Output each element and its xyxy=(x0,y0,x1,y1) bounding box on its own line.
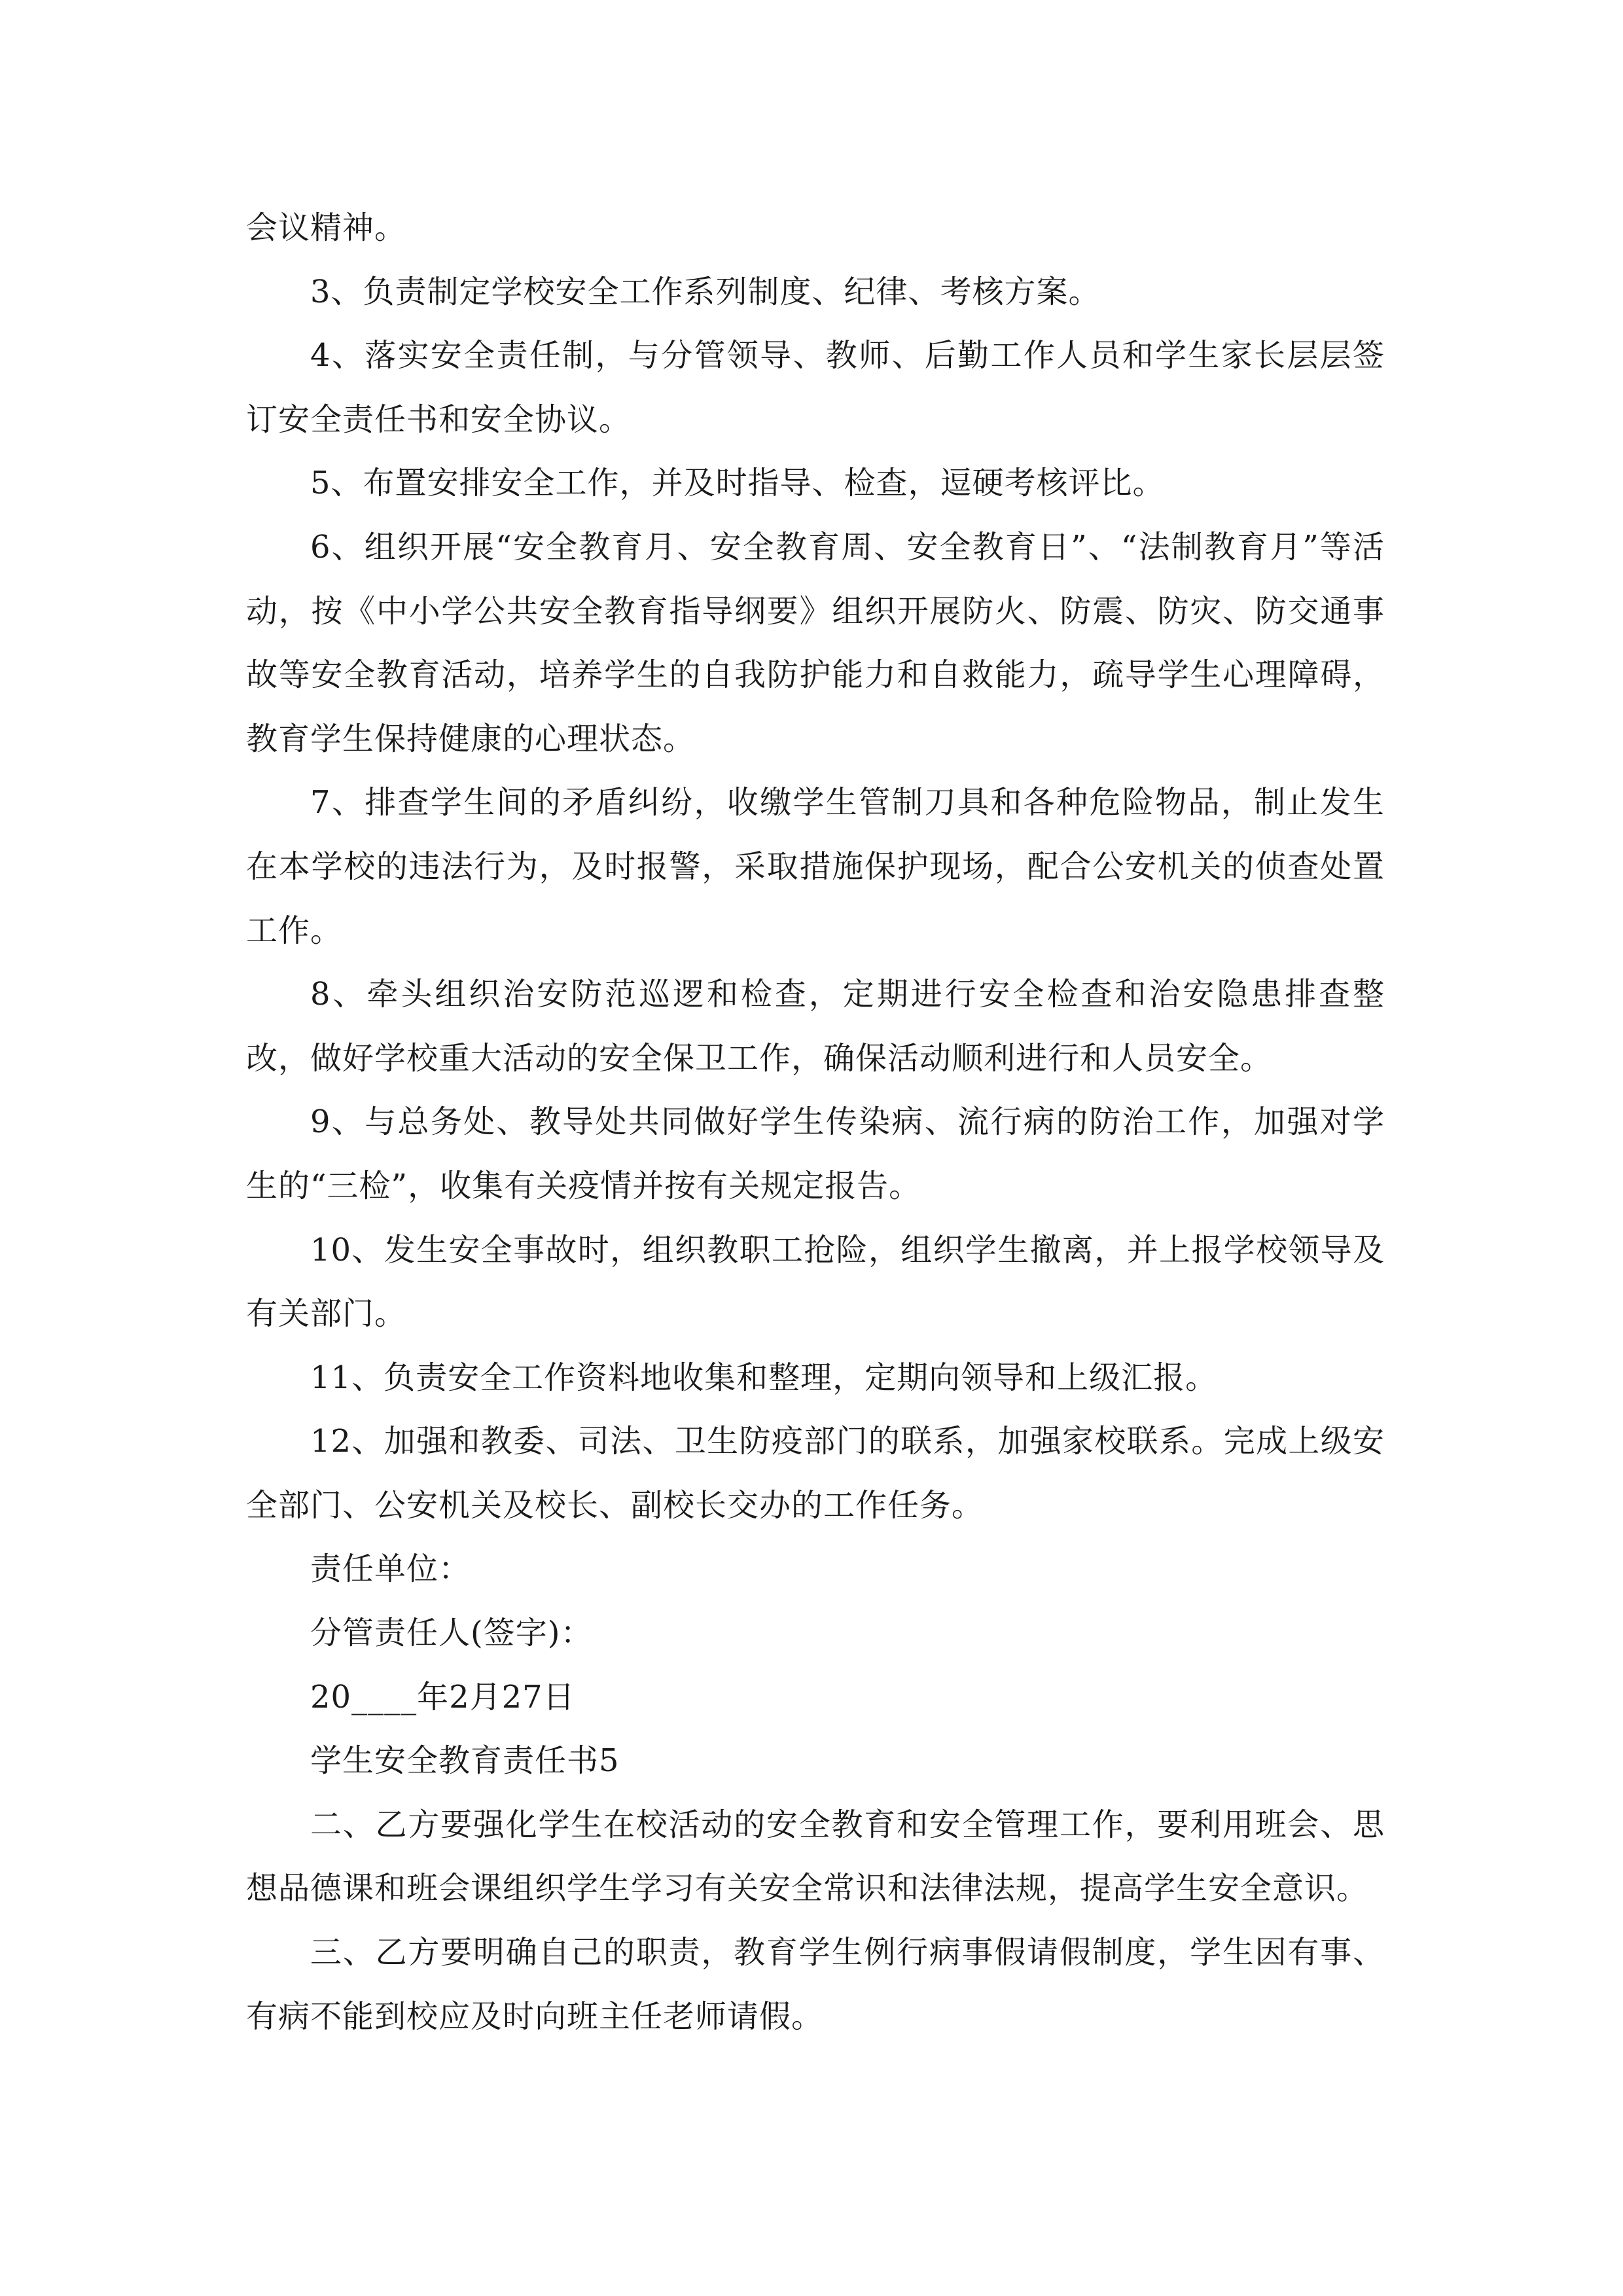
paragraph-section-3: 三、乙方要明确自己的职责，教育学生例行病事假请假制度，学生因有事、有病不能到校应及时向班主任老师请假。 xyxy=(246,1934,1385,2035)
paragraph-item-6: 6、组织开展“安全教育月、安全教育周、安全教育日”、“法制教育月”等活动，按《中小学公共安全教育指导纲要》组织开展防火、防震、防灾、防交通事故等安全教育活动，培养学生的自我防护能力和自救能力，疏导学生心理障碍，教育学生保持健康的心理状态。 xyxy=(246,528,1385,757)
paragraph-item-5: 5、布置安排安全工作，并及时指导、检查，逗硬考核评比。 xyxy=(310,465,1165,502)
paragraph-item-10: 10、发生安全事故时，组织教职工抢险，组织学生撤离，并上报学校领导及有关部门。 xyxy=(246,1231,1385,1333)
section-title: 学生安全教育责任书5 xyxy=(310,1742,620,1780)
date-line: 20____年2月27日 xyxy=(310,1678,575,1715)
paragraph-item-3: 3、负责制定学校安全工作系列制度、纪律、考核方案。 xyxy=(310,273,1101,310)
responsible-unit-line: 责任单位： xyxy=(310,1551,471,1588)
paragraph-continuation: 会议精神。 xyxy=(246,209,407,246)
paragraph-item-4: 4、落实安全责任制，与分管领导、教师、后勤工作人员和学生家长层层签订安全责任书和安全协议。 xyxy=(246,337,1385,438)
paragraph-item-8: 8、牵头组织治安防范巡逻和检查，定期进行安全检查和治安隐患排查整改，做好学校重大活动的安全保卫工作，确保活动顺利进行和人员安全。 xyxy=(246,976,1385,1077)
paragraph-item-9: 9、与总务处、教导处共同做好学生传染病、流行病的防治工作，加强对学生的“三检”，收集有关疫情并按有关规定报告。 xyxy=(246,1103,1385,1204)
paragraph-item-7: 7、排查学生间的矛盾纠纷，收缴学生管制刀具和各种危险物品，制止发生在本学校的违法行为，及时报警，采取措施保护现场，配合公安机关的侦查处置工作。 xyxy=(246,784,1385,949)
paragraph-item-12: 12、加强和教委、司法、卫生防疫部门的联系，加强家校联系。完成上级安全部门、公安机关及校长、副校长交办的工作任务。 xyxy=(246,1423,1385,1524)
signature-line: 分管责任人(签字)： xyxy=(310,1615,593,1652)
paragraph-item-11: 11、负责安全工作资料地收集和整理，定期向领导和上级汇报。 xyxy=(310,1359,1218,1396)
document-body xyxy=(246,196,1385,2049)
paragraph-section-2: 二、乙方要强化学生在校活动的安全教育和安全管理工作，要利用班会、思想品德课和班会课组织学生学习有关安全常识和法律法规，提高学生安全意识。 xyxy=(246,1806,1385,1907)
